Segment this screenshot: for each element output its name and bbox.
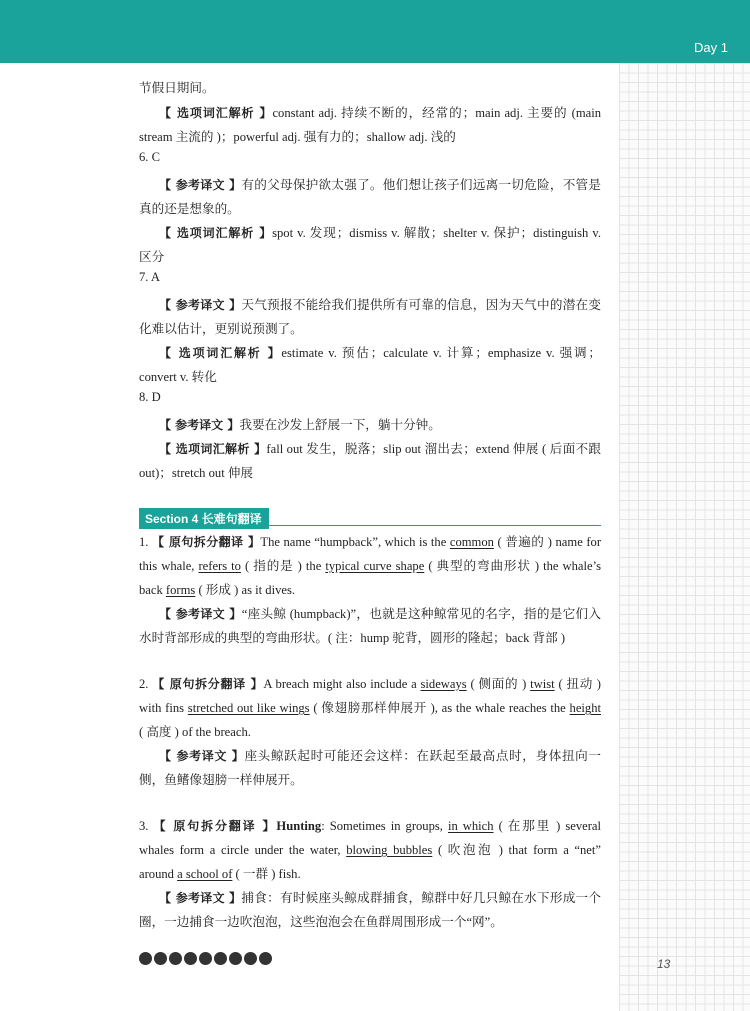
text-line: 【 选项词汇解析 】fall out 发生，脱落；slip out 溜出去；extend 伸展 ( 后面不跟 (159, 442, 602, 456)
text-line: 2. 【 原句拆分翻译 】A breach might also include a sideways ( 侧面的 ) twist ( 扭动 ) (139, 677, 602, 691)
answer-line: 8. D (139, 390, 161, 404)
decorative-circle-icon (259, 952, 272, 965)
text-line: around a school of ( 一群 ) fish. (139, 867, 301, 881)
decorative-circle-icon (184, 952, 197, 965)
text-line: with fins stretched out like wings ( 像翅膀那样伸展开 ), as the whale reaches the height (139, 701, 602, 715)
text-line: 1. 【 原句拆分翻译 】The name “humpback”, which is the common ( 普遍的 ) name for (139, 535, 602, 549)
text-line: 【 参考译文 】有的父母保护欲太强了。他们想让孩子们远离一切危险，不管是 (159, 178, 602, 192)
decorative-circle-icon (244, 952, 257, 965)
text-line: this whale, refers to ( 指的是 ) the typical curve shape ( 典型的弯曲形状 ) the whale’s (139, 559, 601, 573)
answer-line: 7. A (139, 270, 160, 284)
decorative-circle-icon (199, 952, 212, 965)
text-line: convert v. 转化 (139, 370, 217, 384)
text-line: 【 参考译文 】捕食：有时候座头鲸成群捕食，鲸群中好几只鲸在水下形成一个 (159, 891, 602, 905)
text-line: 节假日期间。 (139, 81, 215, 95)
text-line: ( 高度 ) of the breach. (139, 725, 251, 739)
decorative-icon-strip (139, 952, 272, 965)
day-label: Day 1 (694, 40, 728, 55)
text-line: 【 选项词汇解析 】spot v. 发现；dismiss v. 解散；shelter v. 保护；distinguish v. (159, 226, 602, 240)
decorative-circle-icon (229, 952, 242, 965)
page-number: 13 (657, 957, 671, 971)
text-line: 区分 (139, 250, 165, 264)
text-line: 【 参考译文 】天气预报不能给我们提供所有可靠的信息，因为天气中的潜在变 (159, 298, 602, 312)
text-line: 【 参考译文 】我要在沙发上舒展一下，躺十分钟。 (159, 418, 441, 432)
text-line: 真的还是想象的。 (139, 202, 240, 216)
text-line: whales form a circle under the water, blowing bubbles ( 吹泡泡 ) that form a “net” (139, 843, 601, 857)
decorative-circle-icon (139, 952, 152, 965)
header-bar (0, 0, 750, 63)
decorative-circle-icon (214, 952, 227, 965)
text-line: 【 参考译文 】“座头鲸 (humpback)”，也就是这种鲸常见的名字，指的是它们入 (159, 607, 601, 621)
text-line: 化难以估计，更别说预测了。 (139, 322, 303, 336)
text-line: out)；stretch out 伸展 (139, 466, 254, 480)
decorative-circle-icon (154, 952, 167, 965)
text-line: 圈，一边捕食一边吹泡泡，这些泡泡会在鱼群周围形成一个“网”。 (139, 915, 503, 929)
text-line: 【 参考译文 】座头鲸跃起时可能还会这样：在跃起至最高点时，身体扭向一 (159, 749, 602, 763)
note-grid (619, 63, 750, 1011)
section-divider (139, 525, 601, 526)
answer-line: 6. C (139, 150, 160, 164)
text-line: 3. 【 原句拆分翻译 】Hunting: Sometimes in groups, in which ( 在那里 ) several (139, 819, 601, 833)
decorative-circle-icon (169, 952, 182, 965)
text-line: back forms ( 形成 ) as it dives. (139, 583, 295, 597)
text-line: 侧，鱼鳍像翅膀一样伸展开。 (139, 773, 303, 787)
text-line: 水时背部形成的典型的弯曲形状。( 注：hump 驼背，圆形的隆起；back 背部 ) (139, 631, 566, 645)
text-line: 【 选项词汇解析 】constant adj. 持续不断的，经常的；main adj. 主要的 (main (159, 106, 601, 120)
text-line: stream 主流的 )；powerful adj. 强有力的；shallow adj. 浅的 (139, 130, 456, 144)
section-title: Section 4 长难句翻译 (139, 508, 269, 529)
text-line: 【 选项词汇解析 】estimate v. 预估；calculate v. 计算；emphasize v. 强调； (159, 346, 601, 360)
